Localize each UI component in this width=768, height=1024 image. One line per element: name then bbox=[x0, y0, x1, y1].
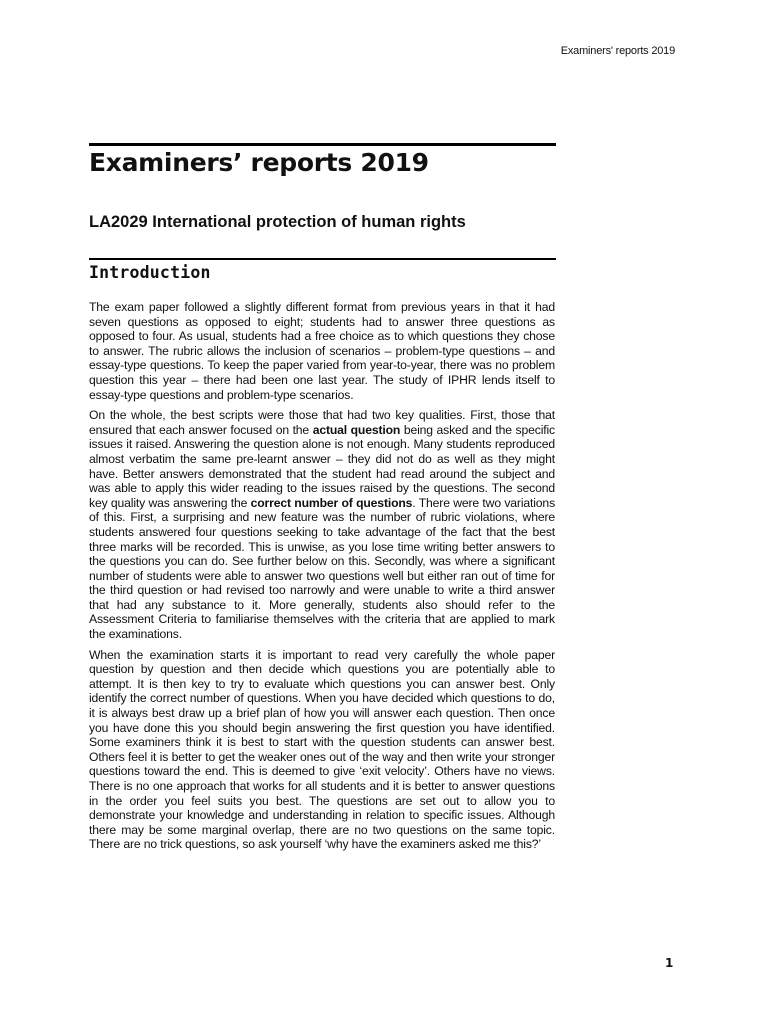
paragraph-text: On the whole, the best scripts were those that had two key qualities. First, those that ensured that each answer focused on the bbox=[89, 408, 555, 437]
paragraph: When the examination starts it is important to read very carefully the whole paper question by question and then decide which questions you are potentially able to attempt. It is then key to try to evaluate which questions you can answer best. Only identify the correct number of questions. When you have decided which questions to do, it is always best draw up a brief plan of how you will answer each question. Then once you have done this you should begin answering the first question you have identified. Some examiners think it is best to start with the question students can answer best. Others feel it is better to get the weaker ones out of the way and then write your stronger questions toward the end. This is deemed to give ‘exit velocity’. Others have no views. There is no one approach that works for all students and it is better to answer questions in the order you feel suits you best. The questions are set out to allow you to demonstrate your knowledge and understanding in relation to specific issues. Although there may be some marginal overlap, there are no two questions on the same topic. There are no trick questions, so ask yourself ‘why have the examiners asked me this?’ bbox=[89, 647, 555, 852]
paragraph bbox=[89, 408, 555, 642]
page-number: 1 bbox=[665, 956, 674, 970]
paragraph: The exam paper followed a slightly different format from previous years in that it had seven questions as opposed to eight; students had to answer three questions as opposed to four. As usual, students had a free choice as to which questions they chose to answer. The rubric allows the inclusion of scenarios – problem-type questions – and essay-type questions. To keep the paper varied from year-to-year, there was no problem question this year – there had been one last year. The study of IPHR lends itself to essay-type questions and problem-type scenarios. bbox=[89, 300, 555, 402]
running-header: Examiners' reports 2019 bbox=[560, 45, 675, 57]
paragraph-text: being asked and the specific issues it raised. Answering the question alone is not enough. Many students reproduced almost verbatim the same pre-learnt answer – they did not do as well as they might have. Better answers demonstrated that the student had read around the subject and was able to apply this wider reading to the issues raised by the questions. The second key quality was answering the bbox=[89, 422, 555, 510]
section-heading: Introduction bbox=[89, 263, 211, 282]
title-rule bbox=[89, 143, 556, 146]
course-title: LA2029 International protection of human rights bbox=[89, 213, 466, 231]
emphasis-text: actual question bbox=[312, 422, 401, 437]
emphasis-text: correct number of questions bbox=[250, 495, 413, 510]
page-title: Examiners’ reports 2019 bbox=[89, 148, 429, 177]
body-text bbox=[89, 300, 555, 858]
section-rule bbox=[89, 258, 556, 260]
paragraph-text: . There were two variations of this. First, a surprising and new feature was the number of rubric violations, where students answered four questions seeking to take advantage of the fact that the best three marks will be recorded. This is unwise, as you lose time writing better answers to the questions you can do. See further below on this. Secondly, was where a significant number of students were able to answer two questions well but either ran out of time for the third question or had revised too narrowly and were unable to write a third answer that had any substance to it. More generally, students also should refer to the Assessment Criteria to familiarise themselves with the criteria that are applied to mark the examinations. bbox=[89, 495, 556, 642]
